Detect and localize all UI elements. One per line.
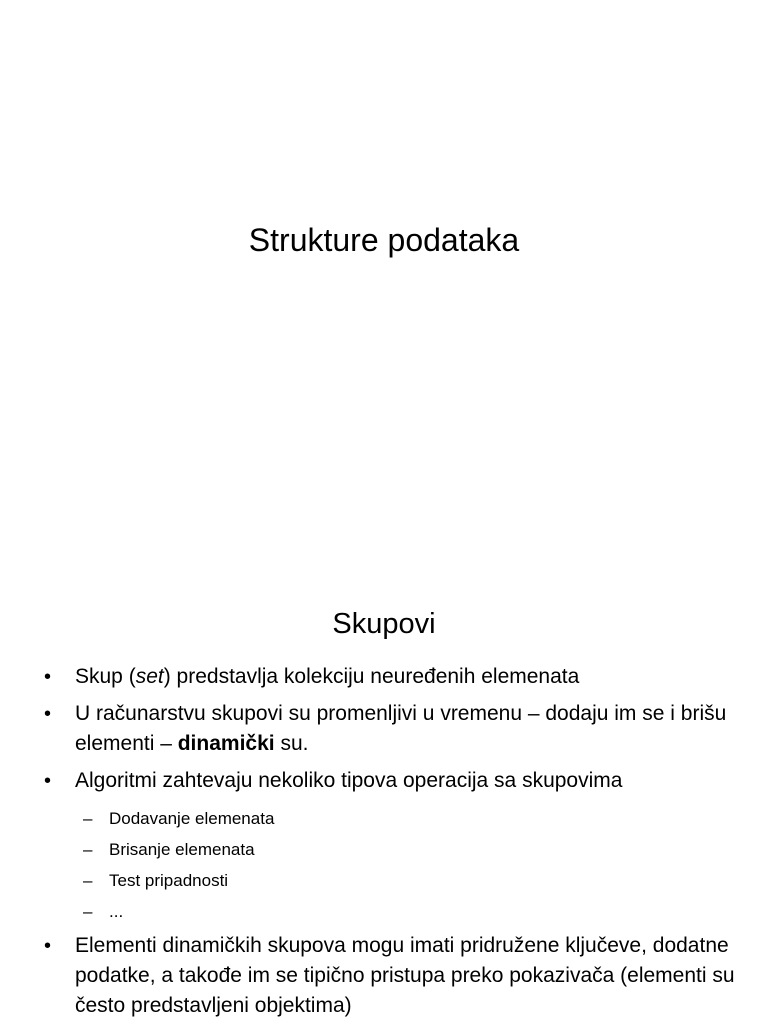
sub-bullet-item xyxy=(40,865,740,896)
bullet-item xyxy=(40,766,740,796)
sub-bullet-text: Brisanje elemenata xyxy=(109,840,255,859)
bullet-item xyxy=(40,699,740,759)
bullet-item xyxy=(40,662,740,692)
sub-bullet-item xyxy=(40,834,740,865)
content-slide-heading: Skupovi xyxy=(332,608,436,640)
bullet-dot-icon: • xyxy=(44,770,52,792)
sub-bullet-text: Dodavanje elemenata xyxy=(109,809,275,828)
sub-bullet-list xyxy=(40,803,740,927)
bullet-dot-icon: • xyxy=(44,935,52,957)
bullet-bold-term: dinamički xyxy=(177,732,275,755)
sub-bullet-text: ... xyxy=(109,902,124,921)
dash-icon: – xyxy=(83,809,93,828)
bullet-text: Elementi dinamičkih skupova mogu imati pridružene ključeve, dodatne podatke, a takođe im se tipično pristupa preko pokazivača (elementi su često predstavljeni objektima) xyxy=(75,934,735,1017)
dash-icon: – xyxy=(83,902,93,921)
bullet-italic-term: set xyxy=(135,665,164,688)
bullet-text: ) predstavlja kolekciju neuređenih elemenata xyxy=(163,665,580,688)
sub-bullet-text: Test pripadnosti xyxy=(109,871,229,890)
sub-bullet-item xyxy=(40,803,740,834)
sub-bullet-item xyxy=(40,896,740,927)
content-slide xyxy=(0,576,768,1024)
bullet-text: U računarstvu skupovi su promenljivi u vremenu – dodaju im se i brišu elementi – xyxy=(75,702,727,755)
bullet-text: Algoritmi zahtevaju nekoliko tipova operacija sa skupovima xyxy=(75,769,623,792)
dash-icon: – xyxy=(83,871,93,890)
dash-icon: – xyxy=(83,840,93,859)
bullet-dot-icon: • xyxy=(44,666,52,688)
bullet-item xyxy=(40,931,740,1021)
bullet-list xyxy=(40,662,740,1028)
bullet-dot-icon: • xyxy=(44,703,52,725)
bullet-text: su. xyxy=(274,732,309,755)
title-slide-heading: Strukture podataka xyxy=(248,222,520,258)
bullet-text: Skup ( xyxy=(75,665,136,688)
